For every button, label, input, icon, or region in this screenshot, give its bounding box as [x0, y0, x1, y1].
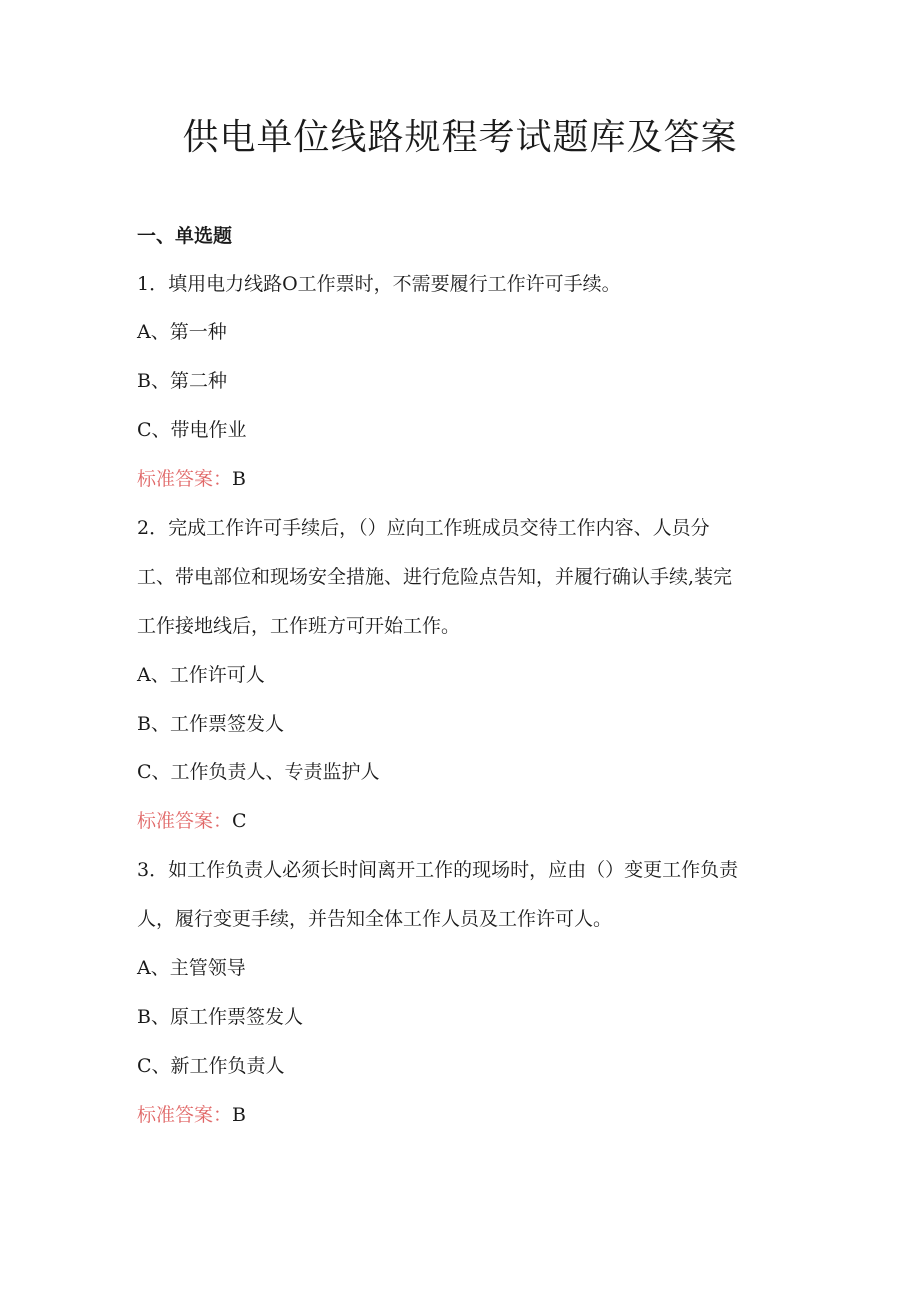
- question-2-option-a: A、工作许可人: [137, 664, 265, 686]
- question-3-option-b: B、原工作票签发人: [137, 1006, 303, 1028]
- answer-value: B: [232, 468, 246, 490]
- question-3-option-c: C、新工作负责人: [137, 1055, 285, 1077]
- question-2-text-line-1: 2．完成工作许可手续后，（）应向工作班成员交待工作内容、人员分: [137, 517, 710, 539]
- question-2-text-line-2: 工、带电部位和现场安全措施、进行危险点告知，并履行确认手续,装完: [137, 566, 733, 588]
- question-2-option-b: B、工作票签发人: [137, 713, 284, 735]
- question-1-option-b: B、第二种: [137, 370, 227, 392]
- question-3-option-a: A、主管领导: [137, 957, 246, 979]
- answer-label: 标准答案：: [137, 468, 233, 490]
- question-1-option-c: C、带电作业: [137, 419, 247, 441]
- question-1-text: 1．填用电力线路O工作票时，不需要履行工作许可手续。: [137, 273, 621, 295]
- document-title: 供电单位线路规程考试题库及答案: [182, 117, 738, 158]
- answer-value: B: [232, 1104, 246, 1126]
- answer-label: 标准答案：: [137, 1104, 233, 1126]
- question-1-answer: [137, 465, 787, 493]
- question-3-text-line-2: 人，履行变更手续，并告知全体工作人员及工作许可人。: [137, 908, 613, 930]
- question-1-option-a: A、第一种: [137, 321, 227, 343]
- question-2-answer: [137, 807, 787, 835]
- question-2-text-line-3: 工作接地线后，工作班方可开始工作。: [137, 615, 461, 637]
- answer-value: C: [232, 810, 247, 832]
- question-3-answer: [137, 1101, 787, 1129]
- question-2-option-c: C、工作负责人、专责监护人: [137, 761, 380, 783]
- answer-label: 标准答案：: [137, 810, 233, 832]
- question-3-text-line-1: 3．如工作负责人必须长时间离开工作的现场时，应由（）变更工作负责: [137, 859, 739, 881]
- section-heading: 一、单选题: [137, 225, 233, 247]
